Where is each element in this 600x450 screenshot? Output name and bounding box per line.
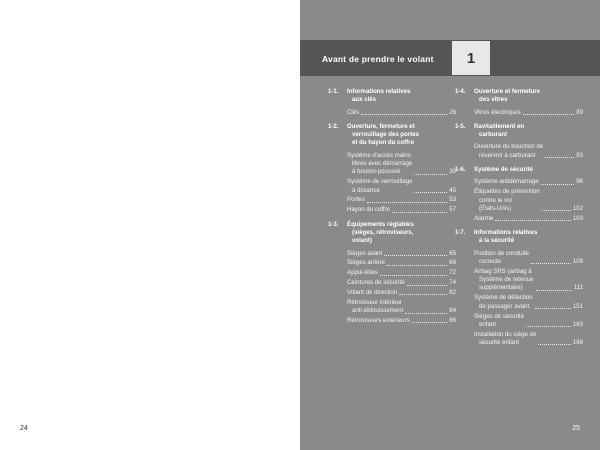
- section-heading[interactable]: [455, 229, 583, 246]
- entry-title: [347, 250, 382, 258]
- section-title: [347, 123, 456, 148]
- entry-title-line: sécurité enfant: [479, 338, 519, 346]
- section-heading[interactable]: [455, 166, 583, 174]
- entry-title-line: Alarme: [474, 214, 494, 222]
- section-title-line: Informations relatives: [474, 229, 538, 237]
- section-title: [474, 123, 583, 140]
- entry-title-line: réservoir à carburant: [479, 151, 536, 159]
- dot-leader: [495, 220, 571, 221]
- entry-title: [474, 215, 493, 223]
- entry-title-line: Position de conduite: [474, 249, 529, 257]
- entry-page-number: 65: [449, 249, 456, 257]
- entry-page-number: 45: [449, 186, 456, 194]
- entry-title: [474, 313, 524, 330]
- entry-title-line: correcte: [479, 257, 502, 265]
- section-title-line: aux clés: [352, 96, 377, 104]
- toc-entry[interactable]: [328, 206, 456, 214]
- toc-entry[interactable]: [328, 317, 456, 325]
- section-number: 1-5.: [455, 122, 466, 130]
- section-title-line: verrouillage des portes: [352, 131, 420, 139]
- toc-entry[interactable]: [328, 299, 456, 316]
- entry-title-line: Installation du siège de: [474, 330, 537, 338]
- section-title-line: Informations relatives: [347, 88, 411, 95]
- entry-page-number: 96: [576, 178, 583, 186]
- section-title-line: Ravitaillement en: [474, 122, 525, 130]
- toc-section: [328, 88, 456, 117]
- entry-title: [347, 317, 410, 325]
- entry-title-line: Système de retenue: [479, 276, 534, 284]
- section-title: [347, 221, 456, 246]
- dot-leader: [531, 263, 571, 264]
- entry-page-number: 102: [572, 204, 583, 212]
- entry-title: [474, 268, 534, 293]
- toc-section: [328, 123, 456, 215]
- toc-entry[interactable]: [455, 143, 583, 160]
- entry-title: [347, 196, 365, 204]
- dot-leader: [405, 313, 447, 314]
- toc-entry[interactable]: [455, 215, 583, 223]
- section-title-line: Ouverture et fermeture: [474, 88, 541, 95]
- entry-page-number: 163: [572, 320, 583, 328]
- toc-entry[interactable]: [455, 294, 583, 311]
- dot-leader: [536, 290, 572, 291]
- entry-title: [347, 289, 397, 297]
- toc-column-right: [455, 88, 583, 353]
- toc-entry[interactable]: [328, 109, 456, 117]
- entry-title-line: Airbag SRS (airbag à: [474, 267, 532, 275]
- dot-leader: [526, 326, 571, 327]
- section-title-line: Équipements réglables: [347, 220, 414, 228]
- section-title: [474, 88, 583, 105]
- toc-section: [455, 88, 583, 117]
- entry-title-line: contre le vol: [479, 196, 512, 204]
- toc-entry[interactable]: [455, 188, 583, 213]
- section-number: 1-1.: [328, 88, 339, 95]
- entry-page-number: 72: [449, 269, 456, 277]
- section-heading[interactable]: [328, 123, 456, 148]
- entry-title-line: supplémentaire): [479, 284, 523, 292]
- entry-title: [474, 188, 540, 213]
- dot-leader: [545, 157, 574, 158]
- toc-section: [455, 166, 583, 223]
- entry-title: [347, 206, 390, 214]
- dot-leader: [361, 114, 447, 115]
- entry-page-number: 93: [576, 151, 583, 159]
- toc-entry[interactable]: [328, 250, 456, 258]
- entry-title-line: Portes: [347, 196, 365, 204]
- entry-title-line: Sièges arrière: [347, 259, 385, 267]
- section-number: 1-3.: [328, 220, 339, 228]
- toc-entry[interactable]: [328, 279, 456, 287]
- toc-entry[interactable]: [455, 250, 583, 267]
- toc-entry[interactable]: [328, 269, 456, 277]
- toc-section: [328, 221, 456, 326]
- section-title: [347, 88, 456, 105]
- dot-leader: [384, 255, 447, 256]
- toc-section: [455, 123, 583, 160]
- entry-title: [347, 152, 412, 177]
- entry-page-number: 82: [449, 289, 456, 297]
- section-number: 1-7.: [455, 229, 466, 237]
- entry-title-line: (États-Unis): [479, 204, 512, 212]
- page-number-right: 25: [572, 425, 580, 432]
- section-title: [474, 166, 583, 174]
- toc-entry[interactable]: [328, 289, 456, 297]
- entry-page-number: 168: [572, 338, 583, 346]
- toc-column-left: [328, 88, 456, 331]
- dot-leader: [412, 322, 448, 323]
- section-number: 1-4.: [455, 88, 466, 95]
- section-title-line: et du hayon du coffre: [352, 139, 414, 147]
- entry-title-line: enfant: [479, 320, 496, 328]
- entry-page-number: 111: [573, 284, 583, 292]
- toc-entry[interactable]: [328, 196, 456, 204]
- entry-title-line: Rétroviseurs extérieurs: [347, 317, 410, 325]
- chapter-number: 1: [452, 41, 490, 75]
- entry-title: [474, 331, 536, 348]
- entry-title-line: Système de détection: [474, 294, 533, 302]
- entry-page-number: 69: [449, 259, 456, 267]
- entry-title: [474, 294, 533, 311]
- section-heading[interactable]: [328, 88, 456, 105]
- dot-leader: [541, 184, 575, 185]
- toc-section: [455, 229, 583, 347]
- dot-leader: [542, 210, 571, 211]
- entry-title-line: Volant de direction: [347, 289, 398, 297]
- entry-page-number: 86: [449, 317, 456, 325]
- section-heading[interactable]: [455, 123, 583, 140]
- entry-title-line: Sièges de sécurité: [474, 312, 525, 320]
- entry-page-number: 74: [449, 279, 456, 287]
- section-title-line: volant): [352, 237, 372, 245]
- toc-entry[interactable]: [455, 313, 583, 330]
- section-title-line: Ouverture, fermeture et: [347, 122, 415, 130]
- dot-leader: [399, 294, 447, 295]
- entry-page-number: 30: [449, 168, 456, 176]
- entry-title-line: Hayon du coffre: [347, 206, 390, 214]
- entry-title: [347, 299, 403, 316]
- entry-title-line: Vitres électriques: [474, 108, 521, 116]
- section-title-line: carburant: [479, 131, 508, 139]
- toc-entry[interactable]: [328, 259, 456, 267]
- entry-title: [474, 178, 539, 186]
- entry-title-line: Système d'accès mains: [347, 151, 411, 159]
- entry-page-number: 53: [449, 196, 456, 204]
- toc-entry[interactable]: [455, 331, 583, 348]
- chapter-title: Avant de prendre le volant: [322, 54, 434, 64]
- section-heading[interactable]: [328, 221, 456, 246]
- dot-leader: [523, 114, 575, 115]
- toc-entry[interactable]: [455, 268, 583, 293]
- entry-title-line: Ouverture du bouchon de: [474, 143, 544, 151]
- dot-leader: [392, 212, 447, 213]
- entry-page-number: 84: [449, 307, 456, 315]
- entry-page-number: 89: [576, 108, 583, 116]
- entry-page-number: 57: [449, 206, 456, 214]
- section-title-line: (sièges, rétroviseurs,: [352, 228, 414, 236]
- entry-title-line: à distance: [352, 186, 380, 194]
- dot-leader: [414, 174, 447, 175]
- entry-title: [474, 143, 543, 160]
- entry-title-line: Système de verrouillage: [347, 178, 413, 186]
- entry-title: [474, 250, 529, 267]
- entry-page-number: 151: [572, 302, 583, 310]
- entry-title: [347, 109, 359, 117]
- entry-page-number: 26: [449, 108, 456, 116]
- page-number-left: 24: [20, 425, 28, 432]
- toc-entry[interactable]: [455, 109, 583, 117]
- entry-title-line: à bouton-poussoir: [352, 168, 401, 176]
- section-title-line: des vitres: [479, 96, 508, 104]
- entry-title-line: de passager avant: [479, 302, 530, 310]
- entry-title: [347, 178, 412, 195]
- entry-title-line: Appui-têtes: [347, 269, 378, 277]
- dot-leader: [407, 285, 448, 286]
- dot-leader: [535, 308, 571, 309]
- entry-title-line: libres avec démarrage: [352, 160, 413, 168]
- toc-entry[interactable]: [455, 178, 583, 186]
- entry-title-line: Système antidémarrage: [474, 178, 539, 186]
- entry-title-line: Rétroviseur intérieur: [347, 298, 402, 306]
- dot-leader: [367, 202, 448, 203]
- entry-title-line: Étiquettes de prévention: [474, 188, 540, 196]
- section-title-line: à la sécurité: [479, 237, 515, 245]
- entry-title: [347, 279, 405, 287]
- entry-title: [347, 269, 378, 277]
- section-title-line: Système de sécurité: [474, 166, 533, 174]
- entry-title-line: Sièges avant: [347, 249, 383, 257]
- section-number: 1-2.: [328, 122, 339, 130]
- entry-title: [474, 109, 521, 117]
- dot-leader: [414, 192, 447, 193]
- section-heading[interactable]: [455, 88, 583, 105]
- dot-leader: [387, 265, 447, 266]
- dot-leader: [538, 344, 570, 345]
- toc-entry[interactable]: [328, 178, 456, 195]
- entry-page-number: 103: [572, 214, 583, 222]
- entry-title-line: Clés: [347, 108, 360, 116]
- section-number: 1-6.: [455, 166, 466, 174]
- entry-page-number: 109: [572, 257, 583, 265]
- toc-entry[interactable]: [328, 152, 456, 177]
- dot-leader: [380, 275, 447, 276]
- section-title: [474, 229, 583, 246]
- entry-title-line: Ceintures de sécurité: [347, 279, 405, 287]
- entry-title: [347, 259, 385, 267]
- entry-title-line: anti-éblouissement: [352, 307, 404, 315]
